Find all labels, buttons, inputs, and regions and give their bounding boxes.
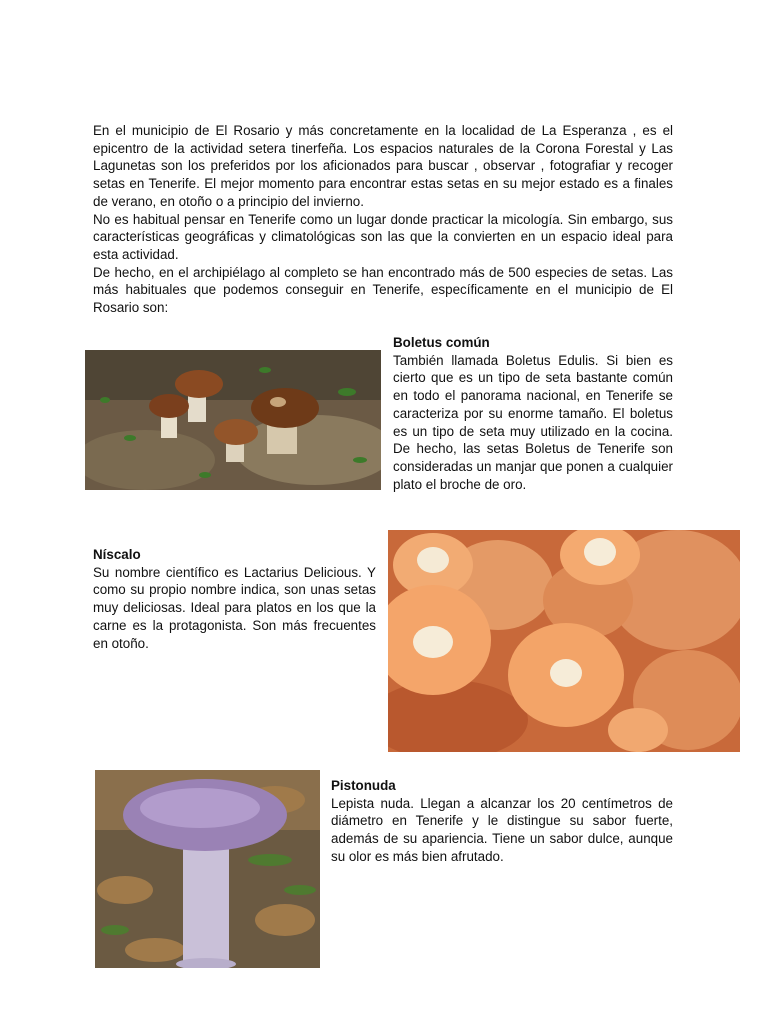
pistonuda-photo [95,770,320,968]
section-description: También llamada Boletus Edulis. Si bien es cierto que es un tipo de seta bastante común en todo el panorama nacional, en Tenerife se caracteriza por su enorme tamaño. El boletus es un tipo de seta muy utilizado en la cocina. De hecho, las setas Boletus de Tenerife son consideradas un manjar que ponen a cualquier plato el broche de oro. [393,352,673,492]
section-title: Pistonuda [331,778,396,793]
intro-paragraph: En el municipio de El Rosario y más concretamente en la localidad de La Esperanza , es el epicentro de la actividad setera tinerfeña. Los espacios naturales de la Corona Forestal y Las Lagunetas son los preferidos por los aficionados para buscar , observar , fotografiar y recoger setas en Tenerife. El mejor momento para encontrar estas setas en su mejor estado es a finales de verano, en otoño o a principio del invierno. [93,123,673,209]
section-description: Lepista nuda. Llegan a alcanzar los 20 centímetros de diámetro en Tenerife y le distingue su sabor fuerte, además de su apariencia. Tiene un sabor dulce, aunque su olor es más bien afrutado. [331,795,673,864]
boletus-section [393,334,673,493]
intro-text [93,122,673,317]
niscalo-section [93,546,376,652]
pistonuda-section [331,777,673,866]
intro-paragraph: No es habitual pensar en Tenerife como un lugar donde practicar la micología. Sin embargo, sus características geográficas y climatológicas son las que la convierten en un espacio ideal para esta actividad. [93,211,673,262]
intro-paragraph: De hecho, en el archipiélago al completo se han encontrado más de 500 especies de setas. Las más habituales que podemos conseguir en Tenerife, específicamente en el municipio de El Rosario son: [93,264,673,316]
niscalo-photo [388,530,740,752]
section-title: Boletus común [393,335,490,350]
section-title: Níscalo [93,547,141,562]
boletus-photo [85,350,381,490]
section-description: Su nombre científico es Lactarius Delicious. Y como su propio nombre indica, son unas setas muy deliciosas. Ideal para platos en los que la carne es la protagonista. Son más frecuentes en otoño. [93,564,376,651]
